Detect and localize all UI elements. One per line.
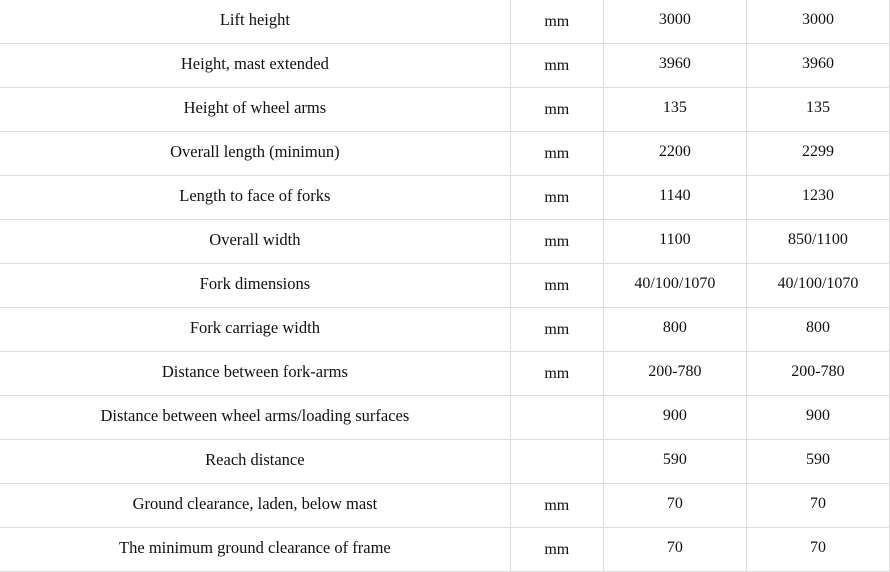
spec-unit: mm xyxy=(544,540,570,558)
spec-unit-cell xyxy=(510,440,603,484)
spec-name-cell xyxy=(0,440,510,484)
spec-name: Reach distance xyxy=(205,449,305,469)
spec-value-1: 2200 xyxy=(658,142,691,160)
spec-value-2: 70 xyxy=(809,494,826,512)
spec-value-1: 70 xyxy=(666,538,683,556)
spec-name-cell xyxy=(0,44,510,88)
spec-value-2-cell xyxy=(746,220,889,264)
spec-value-2-cell xyxy=(746,440,889,484)
spec-name-cell xyxy=(0,88,510,132)
spec-name-cell xyxy=(0,352,510,396)
spec-name: Height of wheel arms xyxy=(183,97,327,117)
spec-name: Fork carriage width xyxy=(189,317,320,337)
spec-value-2-cell xyxy=(746,396,889,440)
spec-value-2-cell xyxy=(746,176,889,220)
spec-value-1: 1100 xyxy=(659,230,691,248)
spec-value-1-cell xyxy=(603,484,746,528)
spec-unit-cell xyxy=(510,352,603,396)
spec-value-2-cell xyxy=(746,88,889,132)
table-row xyxy=(0,220,890,264)
spec-name: Length to face of forks xyxy=(179,185,331,205)
spec-unit-cell xyxy=(510,264,603,308)
spec-unit-cell xyxy=(510,484,603,528)
table-row xyxy=(0,176,890,220)
spec-value-1-cell xyxy=(603,528,746,572)
spec-unit: mm xyxy=(544,188,570,206)
spec-value-1: 200-780 xyxy=(648,362,702,380)
spec-value-1-cell xyxy=(603,176,746,220)
spec-name: Fork dimensions xyxy=(199,273,311,293)
spec-value-1: 135 xyxy=(662,98,687,116)
spec-unit: mm xyxy=(544,364,570,382)
spec-value-1: 3000 xyxy=(658,10,691,28)
spec-value-1-cell xyxy=(603,0,746,44)
spec-value-1: 800 xyxy=(662,318,687,336)
spec-value-2-cell xyxy=(746,528,889,572)
spec-unit: mm xyxy=(544,276,570,294)
table-row xyxy=(0,0,890,44)
spec-value-2-cell xyxy=(746,44,889,88)
spec-name-cell xyxy=(0,484,510,528)
spec-value-1: 1140 xyxy=(659,186,691,204)
table-row xyxy=(0,264,890,308)
spec-value-2: 3960 xyxy=(801,54,834,72)
table-row xyxy=(0,352,890,396)
spec-value-1-cell xyxy=(603,308,746,352)
table-row xyxy=(0,44,890,88)
spec-value-1-cell xyxy=(603,440,746,484)
spec-unit-cell xyxy=(510,176,603,220)
spec-unit: mm xyxy=(544,496,570,514)
spec-value-2: 1230 xyxy=(801,186,834,204)
spec-unit-cell xyxy=(510,132,603,176)
spec-name: Height, mast extended xyxy=(180,53,329,73)
spec-unit-cell xyxy=(510,88,603,132)
spec-value-1-cell xyxy=(603,396,746,440)
spec-value-1-cell xyxy=(603,132,746,176)
spec-value-2: 900 xyxy=(805,406,830,424)
spec-unit-cell xyxy=(510,308,603,352)
spec-name-cell xyxy=(0,264,510,308)
spec-value-2: 135 xyxy=(805,98,830,116)
spec-name: Ground clearance, laden, below mast xyxy=(132,493,378,513)
spec-value-1: 40/100/1070 xyxy=(634,274,716,292)
spec-name: Lift height xyxy=(219,9,290,29)
spec-unit-cell xyxy=(510,528,603,572)
spec-name-cell xyxy=(0,176,510,220)
spec-name: Distance between wheel arms/loading surfaces xyxy=(100,405,410,425)
spec-value-2: 3000 xyxy=(801,10,834,28)
spec-unit: mm xyxy=(544,144,570,162)
table-row xyxy=(0,88,890,132)
spec-value-2: 40/100/1070 xyxy=(777,274,859,292)
table-row xyxy=(0,132,890,176)
table-row xyxy=(0,440,890,484)
spec-unit-cell xyxy=(510,220,603,264)
spec-name-cell xyxy=(0,220,510,264)
spec-value-2-cell xyxy=(746,484,889,528)
spec-name-cell xyxy=(0,308,510,352)
table-row xyxy=(0,528,890,572)
spec-unit-cell xyxy=(510,0,603,44)
spec-name-cell xyxy=(0,396,510,440)
spec-value-1-cell xyxy=(603,264,746,308)
spec-unit: mm xyxy=(544,56,570,74)
spec-value-2: 850/1100 xyxy=(788,230,848,248)
spec-value-2-cell xyxy=(746,264,889,308)
spec-value-1-cell xyxy=(603,352,746,396)
spec-value-2: 70 xyxy=(809,538,826,556)
spec-unit: mm xyxy=(544,100,570,118)
spec-value-2: 2299 xyxy=(801,142,834,160)
spec-value-2: 800 xyxy=(805,318,830,336)
table-row xyxy=(0,396,890,440)
spec-value-1: 70 xyxy=(666,494,683,512)
spec-name-cell xyxy=(0,528,510,572)
spec-value-2: 200-780 xyxy=(791,362,845,380)
spec-name: Overall width xyxy=(209,229,301,249)
spec-value-1: 590 xyxy=(662,450,687,468)
spec-value-2-cell xyxy=(746,132,889,176)
spec-value-1: 900 xyxy=(662,406,687,424)
spec-unit: mm xyxy=(544,320,570,338)
spec-name: The minimum ground clearance of frame xyxy=(119,537,391,557)
table-row xyxy=(0,484,890,528)
spec-value-2-cell xyxy=(746,0,889,44)
spec-unit: mm xyxy=(544,232,570,250)
spec-unit: mm xyxy=(544,12,570,30)
spec-name: Overall length (minimun) xyxy=(170,141,340,161)
table-row xyxy=(0,308,890,352)
spec-unit-cell xyxy=(510,44,603,88)
spec-name-cell xyxy=(0,0,510,44)
spec-unit-cell xyxy=(510,396,603,440)
spec-value-1-cell xyxy=(603,44,746,88)
spec-name-cell xyxy=(0,132,510,176)
spec-value-1-cell xyxy=(603,88,746,132)
spec-name: Distance between fork-arms xyxy=(161,361,348,381)
spec-value-1-cell xyxy=(603,220,746,264)
spec-value-2: 590 xyxy=(805,450,830,468)
spec-value-1: 3960 xyxy=(658,54,691,72)
spec-value-2-cell xyxy=(746,308,889,352)
spec-value-2-cell xyxy=(746,352,889,396)
